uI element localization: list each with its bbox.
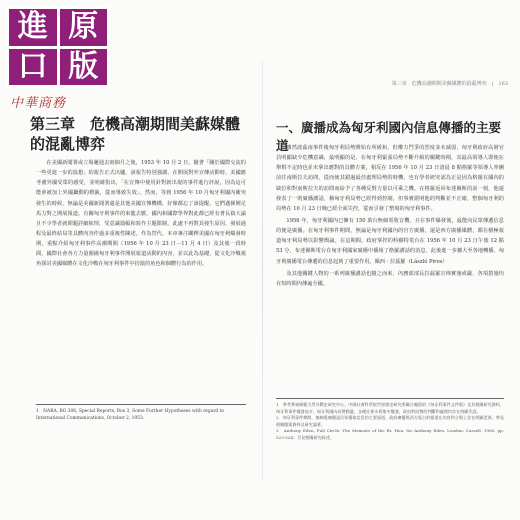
right-footnote-2: 2 匈牙利事件期間，無線電廣播是民眾獲取信息的主要渠道，政府廣播與西方電台的報道在內容和立場上存在明顯差異，參見相關檔案資料及研究論著。 xyxy=(276,415,504,427)
import-original-badge xyxy=(6,6,110,88)
chapter-title: 第三章 危機高潮期間美蘇媒體的混亂博弈 xyxy=(30,115,241,154)
right-footnote-1: 1 參考華東師範大學冷戰史研究中心、中國社會科學院世界歷史研究所聯合編寫的《匈牙利事件文件集》及其相關研究資料，匈牙利事件爆發前夕，匈牙利國內局勢動盪，各種社會矛盾集中爆發，政府對局勢的判斷和處理均存在明顯失誤。 xyxy=(276,402,504,414)
right-paragraph-2: 1956 年，匈牙利國內已擁有 150 萬台無線電收音機，且在事件爆發後，最能向民眾傳遞信息的便是廣播。在匈牙利事件期間，無論是匈牙利國內的官方廣播，還是西方廣播媒體，都在積極報道匈牙利局勢以影響輿論。在這期間，政府掌控的科蘇特電台在 1956 年 10 月 23 日午後 12 點 53 分，布達佩斯電台在匈牙利國家廣播中播報了格羅講話的消息，此後進一步擴大至各地轉播，匈牙利廣播電台傳遞的信息起到了重要作用。佩西 · 拉茲羅（László Piros） xyxy=(276,217,504,265)
badge-char-4: 版 xyxy=(60,49,108,86)
right-paragraph-1: 雖然波茲南事件後匈牙利局勢開始有所緩和，但權力鬥爭的烈度並未減弱，匈牙利政府高層官員明顯缺少危機意識，最明顯的是，在匈牙利緊張局勢不斷升級的關鍵時期，其最高領導人即便在舉棋不定時也並未拿出應對的具體方案，相反在 1956 年 10 月 23 日清晨 8 點格羅等領導人率團前往南斯拉夫訪問，從而使其錯過最佳處理局勢的時機，也有學者研究認為正是因為格羅在國內的缺位和對南斯拉夫的訪問而給予了各種反對力量以可乘之機。在格羅返回布達佩斯的前一刻，他還發表了一則廣播講話，稱匈牙利局勢已經得到控制，但事實證明他的判斷並不正確，整個匈牙利的局勢在 10 月 23 日晚已經全面失控，從而引發了整場的匈牙利事件。 xyxy=(276,145,504,212)
badge-char-1: 進 xyxy=(9,9,57,46)
right-footnote-3: 3 Anthony Eden, Full Circle: The Memoirs of the Rt. Hon. Sir Anthony Eden, London: Cassell, 1960, pp. 523-524；另見相關研究綜述。 xyxy=(276,428,504,440)
left-paragraph-1: 在美國新聞署或立場邏通去兩個月之後，1953 年 10 月 2 日，隨著「關於國際交流的一些更進一步的設想」的報告正式出爐，該報告特別強調，在開展對外宣傳活動時，美國應考慮外國受眾的感受，並明確指出，「在宣傳中使用針對新出現的事件進行評說，因為這可能會被加上外國攝動的標籤，從而導致失效」。然而，等到 1956 年 10 月匈牙利國內衝突發生的時候，無論是美國新聞署還是其他美國宣傳機構，好像都忘了該提醒，它們邁揮開足馬力對之開展報道。有關匈牙利事件的來龍去脈，國內和國際學界對此都已經有著長篇大論且不少學者就問題詳細梳理，受意識篇幅和寫作主題限制，此處不再對其發生原因、發展過程及最終結局等具體內容作過多重複性陳述。作為替代，本章專注闡釋美國在匈牙利爆發時期，重點介紹匈牙利事件高潮期間（1956 年 10 月 23 日－11 月 4 日）及其後一段時間，國際社會各方力量圍繞匈牙利事件開展報道活動的內容，並以此為基礎，從文化冷戰視角探討美國媒體在文化冷戰在匈牙利事件中扮演的角色和個體行為的作用。 xyxy=(36,160,246,268)
publisher-logo: 中華商務 xyxy=(10,96,67,111)
running-head: 第三章 危機高潮期間美蘇媒體的混亂博弈 | 163 xyxy=(391,81,508,87)
page-gutter xyxy=(262,60,263,480)
badge-char-3: 口 xyxy=(9,49,57,86)
right-paragraph-3: 及其他關鍵人物的一系列廣播講話也隨之而來，內務部部長拉茲羅宣佈實施戒嚴，各項措施均在短時間內傳遍全國。 xyxy=(276,270,504,287)
badge-char-2: 原 xyxy=(60,9,108,46)
left-footnote: 1 NARA, RG 306, Special Reports, Box 3, Some Further Hypotheses with regard to International Communications, October 2, 1953. xyxy=(36,404,246,422)
right-footnotes xyxy=(276,398,504,441)
right-page-body xyxy=(276,143,504,291)
left-page-body xyxy=(36,158,246,272)
section-title: 一、廣播成為匈牙利國內信息傳播的主要道 xyxy=(276,120,502,153)
